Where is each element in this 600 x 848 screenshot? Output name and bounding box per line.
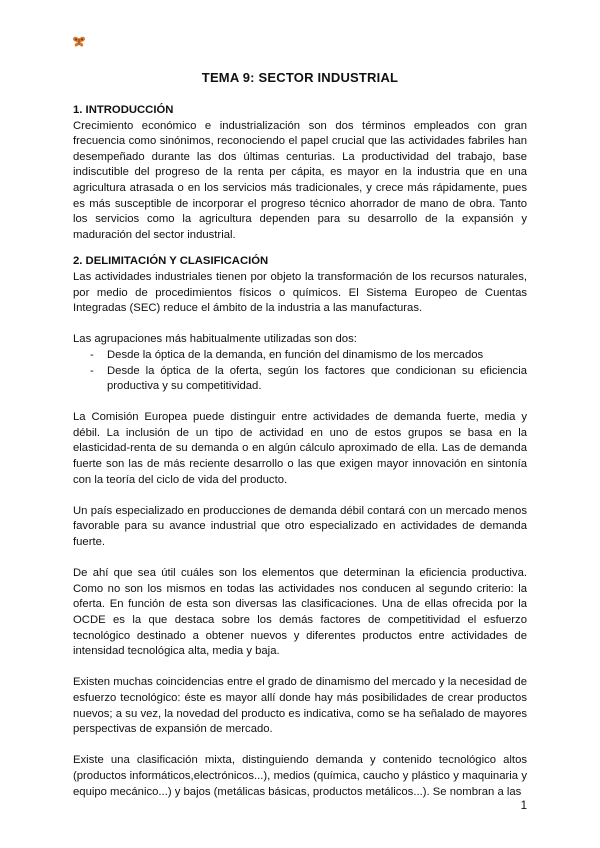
paragraph-productive-efficiency: De ahí que sea útil cuáles son los elementos que determinan la eficiencia productiva. Como no son los mismos en todas las actividades nos conducen al segundo criterio: la oferta. En función de esta son diversas las clasificaciones. Una de ellas ofrecida por la OCDE es la que destaca sobre los demás factores de competitividad el esfuerzo tecnológico destinado a obtener nuevos y diferentes productos entre actividades de intensidad tecnológica alta, media y baja. xyxy=(73,567,527,658)
paragraph-mixed-classification: Existe una clasificación mixta, distinguiendo demanda y contenido tecnológico altos (productos informáticos,electrónicos...), medios (química, caucho y plástico y maquinaria y equipo mecánico...) y bajos (metálicas básicas, productos metálicos...). Se nombran a las xyxy=(73,754,527,798)
list-item: - Desde la óptica de la oferta, según los factores que condicionan su eficiencia productiva y su competitividad. xyxy=(90,364,527,393)
page-number: 1 xyxy=(520,800,527,812)
document-title: TEMA 9: SECTOR INDUSTRIAL xyxy=(201,70,399,85)
paragraph-groupings-intro: Las agrupaciones más habitualmente utilizadas son dos: xyxy=(73,333,357,346)
list-item-text: Desde la óptica de la oferta, según los factores que condicionan su eficiencia productiva y su competitividad. xyxy=(107,364,527,393)
paragraph-introduction: Crecimiento económico e industrialización son dos términos empleados con gran frecuencia como sinónimos, reconociendo el papel crucial que las actividades fabriles han desempeñado durante las dos últimas centurias. La productividad del trabajo, base indiscutible del progreso de la renta per cápita, es mayor en la industria que en una agricultura atrasada o en los servicios más tradicionales, y crece más rápidamente, pues es más susceptible de incorporar el progreso técnico ahorrador de mano de obra. Tanto los servicios como la agricultura dependen para su desarrollo de la expansión y maduración del sector industrial. xyxy=(73,119,527,241)
section-heading-introduction: 1. INTRODUCCIÓN xyxy=(73,104,174,116)
paragraph-technological-effort: Existen muchas coincidencias entre el grado de dinamismo del mercado y la necesidad de esfuerzo tecnológico: éste es mayor allí donde hay más posibilidades de crear productos nuevos; a su vez, la novedad del producto es indicativa, como se ha señalado de mayores perspectivas de expansión de mercado. xyxy=(73,676,527,736)
paragraph-weak-demand: Un país especializado en producciones de demanda débil contará con un mercado menos favorable para su avance industrial que otro especializado en actividades de demanda fuerte. xyxy=(73,504,527,549)
butterfly-logo-icon xyxy=(72,36,86,48)
groupings-list xyxy=(73,348,527,395)
list-item-text: Desde la óptica de la demanda, en función del dinamismo de los mercados xyxy=(107,348,484,361)
document-body xyxy=(73,103,527,800)
section-heading-delimitation: 2. DELIMITACIÓN Y CLASIFICACIÓN xyxy=(73,255,269,268)
list-item: - Desde la óptica de la demanda, en función del dinamismo de los mercados xyxy=(90,348,484,361)
paragraph-european-commission: La Comisión Europea puede distinguir entre actividades de demanda fuerte, media y débil. La inclusión de un tipo de actividad en uno de estos grupos se basa en la elasticidad-renta de su demanda o en algún cálculo aproximado de ella. Las de demanda fuerte son las de más reciente desarrollo o las que exigen mayor innovación en sintonía con la teoría del ciclo de vida del producto. xyxy=(73,411,527,486)
paragraph-industrial-activities: Las actividades industriales tienen por objeto la transformación de los recursos naturales, por medio de procedimientos físicos o químicos. El Sistema Europeo de Cuentas Integradas (SEC) reduce el ámbito de la industria a las manufacturas. xyxy=(73,270,527,315)
